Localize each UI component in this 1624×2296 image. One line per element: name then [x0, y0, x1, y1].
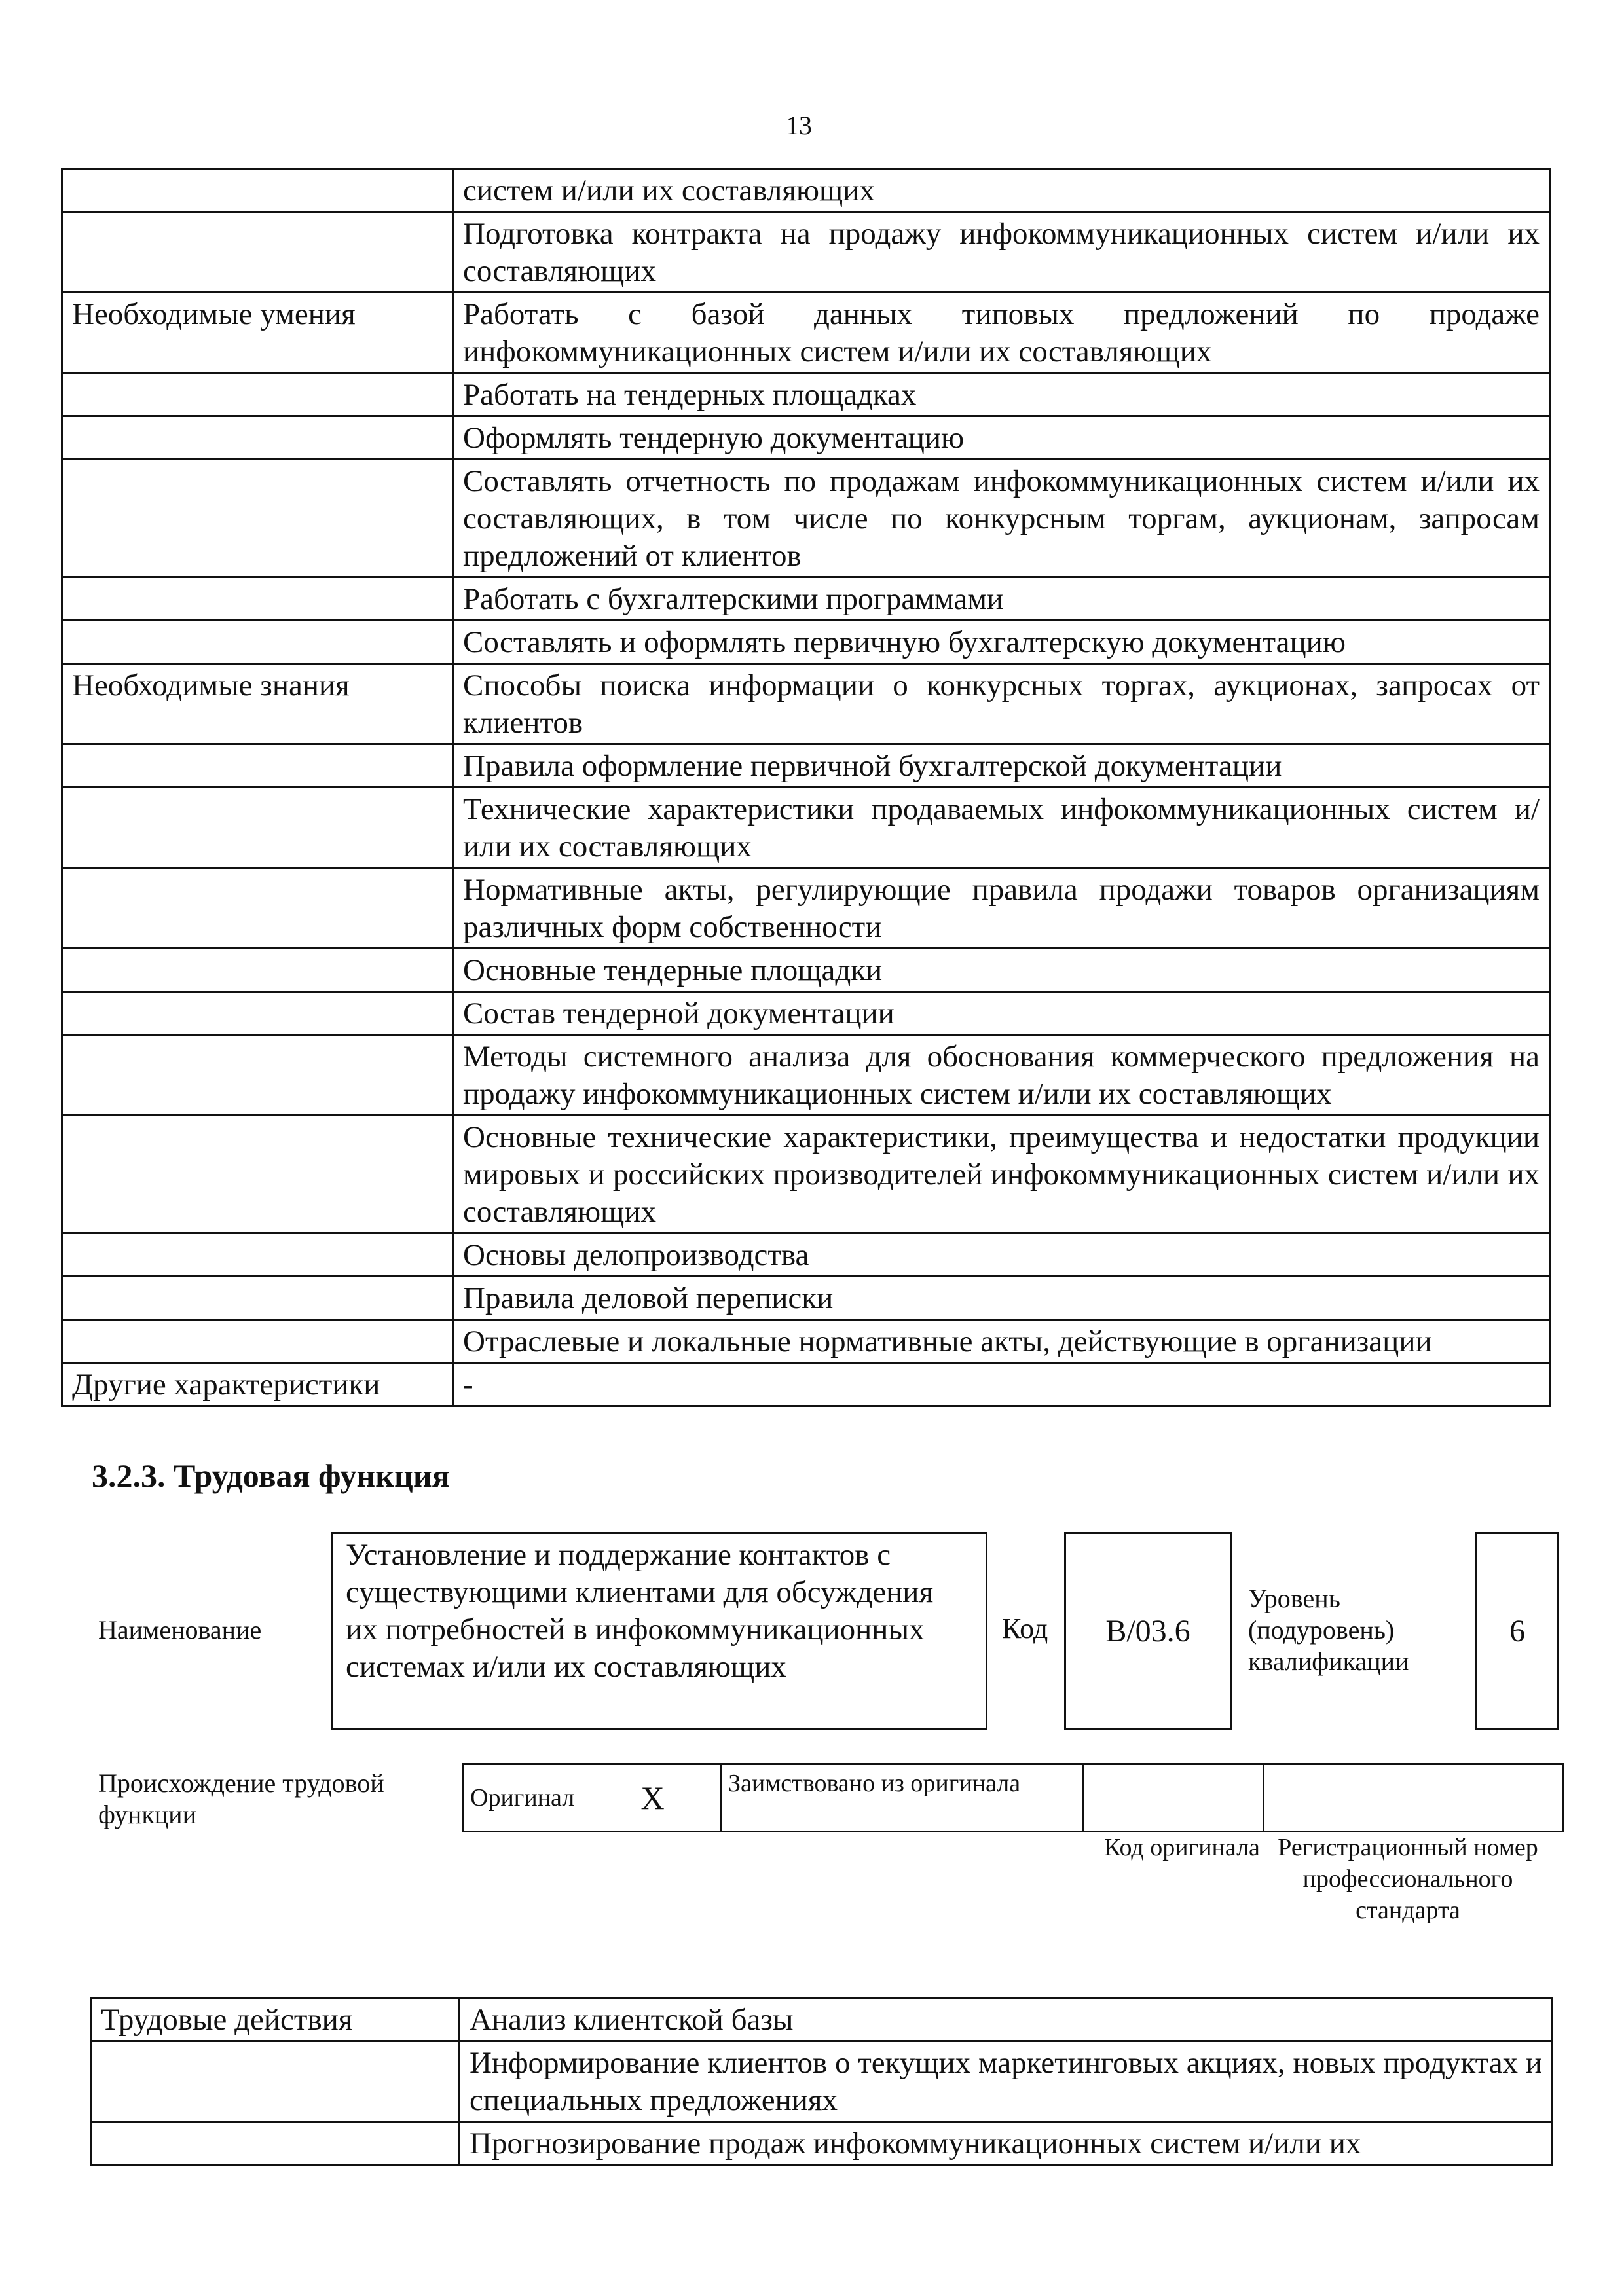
reg-number-caption: Регистрационный номер профессионального стандарта [1278, 1834, 1538, 1924]
row-label-empty [62, 1277, 453, 1320]
code-label: Код [1002, 1613, 1048, 1645]
table-row [62, 373, 1550, 416]
table-row [62, 1035, 1550, 1116]
original-cell: Оригинал [463, 1764, 635, 1832]
row-label-empty [62, 416, 453, 460]
function-name-box: Установление и поддержание контактов с существующими клиентами для обсуждения их потребностей в инфокоммуникационных системах и/или их составляющих [331, 1532, 987, 1730]
row-item: Информирование клиентов о текущих маркетинговых акциях, новых продуктах и специальных предложениях [460, 2041, 1553, 2122]
table-row [91, 2041, 1553, 2122]
requirements-table [61, 168, 1551, 1407]
row-item: Работать с бухгалтерскими программами [453, 577, 1550, 621]
row-item: Составлять и оформлять первичную бухгалтерскую документацию [453, 621, 1550, 664]
row-label: Необходимые знания [62, 664, 453, 744]
reg-number-cell [1264, 1764, 1563, 1832]
row-label-empty [62, 212, 453, 293]
table-row [62, 664, 1550, 744]
row-label-empty [62, 1320, 453, 1363]
table-row [62, 212, 1550, 293]
labor-actions-table [90, 1997, 1553, 2166]
row-item: Состав тендерной документации [453, 992, 1550, 1035]
table-row [62, 1233, 1550, 1277]
row-item: Методы системного анализа для обоснования коммерческого предложения на продажу инфокоммуникационных систем и/или их составляющих [453, 1035, 1550, 1116]
table-row [62, 949, 1550, 992]
table-row [62, 577, 1550, 621]
table-row [62, 1363, 1550, 1406]
row-item: Основы делопроизводства [453, 1233, 1550, 1277]
row-label-empty [62, 788, 453, 868]
table-row [62, 293, 1550, 373]
table-row [91, 2122, 1553, 2165]
row-item: Правила деловой переписки [453, 1277, 1550, 1320]
row-item: Подготовка контракта на продажу инфокоммуникационных систем и/или их составляющих [453, 212, 1550, 293]
table-row [62, 621, 1550, 664]
table-row [62, 1277, 1550, 1320]
row-label-empty [62, 1035, 453, 1116]
row-label-empty [62, 949, 453, 992]
row-item: Работать с базой данных типовых предложений по продаже инфокоммуникационных систем и/или их составляющих [453, 293, 1550, 373]
row-item: Нормативные акты, регулирующие правила продажи товаров организациям различных форм собственности [453, 868, 1550, 949]
row-item: Прогнозирование продаж инфокоммуникационных систем и/или их [460, 2122, 1553, 2165]
table-row [91, 1998, 1553, 2041]
original-mark: X [635, 1764, 721, 1832]
table-row [62, 788, 1550, 868]
row-label: Необходимые умения [62, 293, 453, 373]
row-label-empty [62, 744, 453, 788]
row-label-empty [62, 621, 453, 664]
row-item: Способы поиска информации о конкурсных торгах, аукционах, запросах от клиентов [453, 664, 1550, 744]
row-label-empty [62, 992, 453, 1035]
row-item: Основные тендерные площадки [453, 949, 1550, 992]
row-item: Работать на тендерных площадках [453, 373, 1550, 416]
row-item: Основные технические характеристики, преимущества и недостатки продукции мировых и российских производителей инфокоммуникационных систем и/или их составляющих [453, 1116, 1550, 1233]
row-label-empty [62, 577, 453, 621]
table-row [62, 992, 1550, 1035]
row-label-empty [62, 460, 453, 577]
row-label: Трудовые действия [91, 1998, 460, 2041]
row-label-empty [62, 373, 453, 416]
origin-label: Происхождение трудовой функции [98, 1768, 384, 1829]
origin-table [462, 1763, 1564, 1832]
row-label-empty [62, 1116, 453, 1233]
name-label: Наименование [98, 1615, 262, 1645]
table-row [62, 868, 1550, 949]
borrowed-cell: Заимствовано из оригинала [721, 1764, 1083, 1832]
row-item: Правила оформление первичной бухгалтерской документации [453, 744, 1550, 788]
row-item: Анализ клиентской базы [460, 1998, 1553, 2041]
row-label-empty [62, 1233, 453, 1277]
row-label-empty [91, 2122, 460, 2165]
row-item: Отраслевые и локальные нормативные акты, действующие в организации [453, 1320, 1550, 1363]
table-row [62, 169, 1550, 212]
page-number: 13 [786, 111, 812, 140]
row-label [62, 169, 453, 212]
row-item: - [453, 1363, 1550, 1406]
row-item: Составлять отчетность по продажам инфокоммуникационных систем и/или их составляющих, в том числе по конкурсным торгам, аукционам, запросам предложений от клиентов [453, 460, 1550, 577]
level-label: Уровень (подуровень) квалификации [1248, 1584, 1409, 1676]
function-code-box: B/03.6 [1064, 1532, 1232, 1730]
table-row [62, 416, 1550, 460]
table-row [62, 1116, 1550, 1233]
row-label-empty [62, 868, 453, 949]
row-item: Технические характеристики продаваемых инфокоммуникационных систем и/или их составляющих [453, 788, 1550, 868]
table-row [62, 460, 1550, 577]
code-original-caption: Код оригинала [1104, 1834, 1260, 1861]
table-row [62, 1320, 1550, 1363]
row-label-empty [91, 2041, 460, 2122]
row-item: систем и/или их составляющих [453, 169, 1550, 212]
table-row [62, 744, 1550, 788]
row-label: Другие характеристики [62, 1363, 453, 1406]
level-box: 6 [1475, 1532, 1559, 1730]
code-original-cell [1083, 1764, 1264, 1832]
section-title: 3.2.3. Трудовая функция [92, 1457, 450, 1494]
row-item: Оформлять тендерную документацию [453, 416, 1550, 460]
